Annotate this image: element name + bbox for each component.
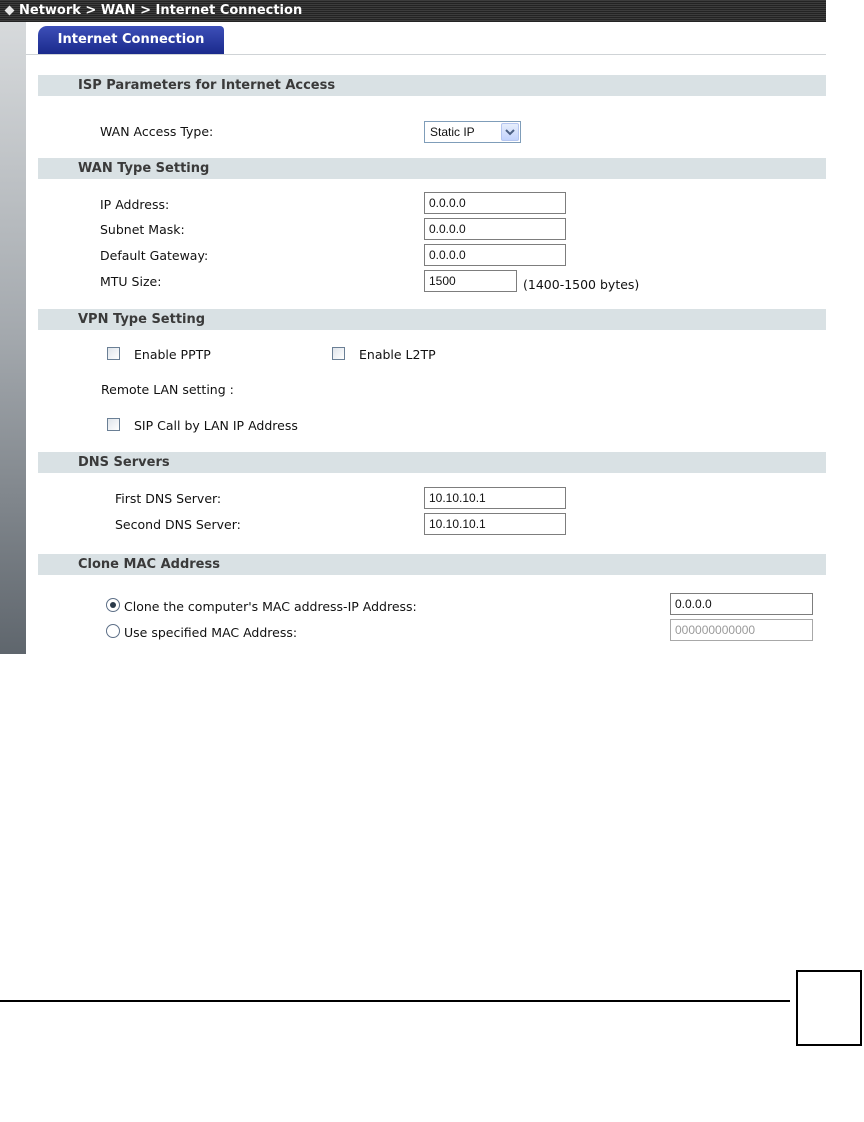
clone-mac-label: Clone the computer's MAC address-IP Address: [124,599,417,614]
chevron-down-icon[interactable] [501,123,519,141]
subnet-mask-input[interactable] [424,218,566,240]
enable-l2tp-label: Enable L2TP [359,347,436,362]
dns-section-header: DNS Servers [38,452,826,473]
specified-mac-label: Use specified MAC Address: [124,625,298,640]
first-dns-input[interactable] [424,487,566,509]
second-dns-label: Second DNS Server: [115,517,241,532]
default-gateway-input[interactable] [424,244,566,266]
mtu-size-label: MTU Size: [100,274,162,289]
enable-pptp-label: Enable PPTP [134,347,211,362]
ip-address-label: IP Address: [100,197,170,212]
mtu-size-input[interactable] [424,270,517,292]
remote-lan-setting-label: Remote LAN setting : [101,382,234,397]
ip-address-input[interactable] [424,192,566,214]
tab-internet-connection[interactable]: Internet Connection [38,26,224,54]
sip-call-lan-ip-checkbox[interactable] [107,418,120,431]
mtu-size-hint: (1400-1500 bytes) [523,277,640,292]
isp-section-header: ISP Parameters for Internet Access [38,75,826,96]
sip-call-lan-ip-label: SIP Call by LAN IP Address [134,418,298,433]
default-gateway-label: Default Gateway: [100,248,209,263]
wan-access-type-select[interactable] [424,121,521,143]
main-content [26,22,826,654]
wan-type-section-header: WAN Type Setting [38,158,826,179]
enable-pptp-checkbox[interactable] [107,347,120,360]
breadcrumb: Network > WAN > Internet Connection [19,3,303,18]
specified-mac-input[interactable] [670,619,813,641]
subnet-mask-label: Subnet Mask: [100,222,185,237]
clone-mac-ip-input[interactable] [670,593,813,615]
second-dns-input[interactable] [424,513,566,535]
footer-divider [0,1000,790,1002]
clone-mac-radio[interactable] [106,598,120,612]
tab-strip [26,22,826,55]
diamond-bullet-icon [5,5,15,15]
enable-l2tp-checkbox[interactable] [332,347,345,360]
wan-access-type-value: Static IP [430,125,475,139]
first-dns-label: First DNS Server: [115,491,222,506]
specified-mac-radio[interactable] [106,624,120,638]
page-number-box [796,970,862,1046]
clone-mac-section-header: Clone MAC Address [38,554,826,575]
vpn-section-header: VPN Type Setting [38,309,826,330]
breadcrumb-bar [0,0,826,22]
wan-access-type-label: WAN Access Type: [100,124,214,139]
left-sidebar [0,22,26,654]
